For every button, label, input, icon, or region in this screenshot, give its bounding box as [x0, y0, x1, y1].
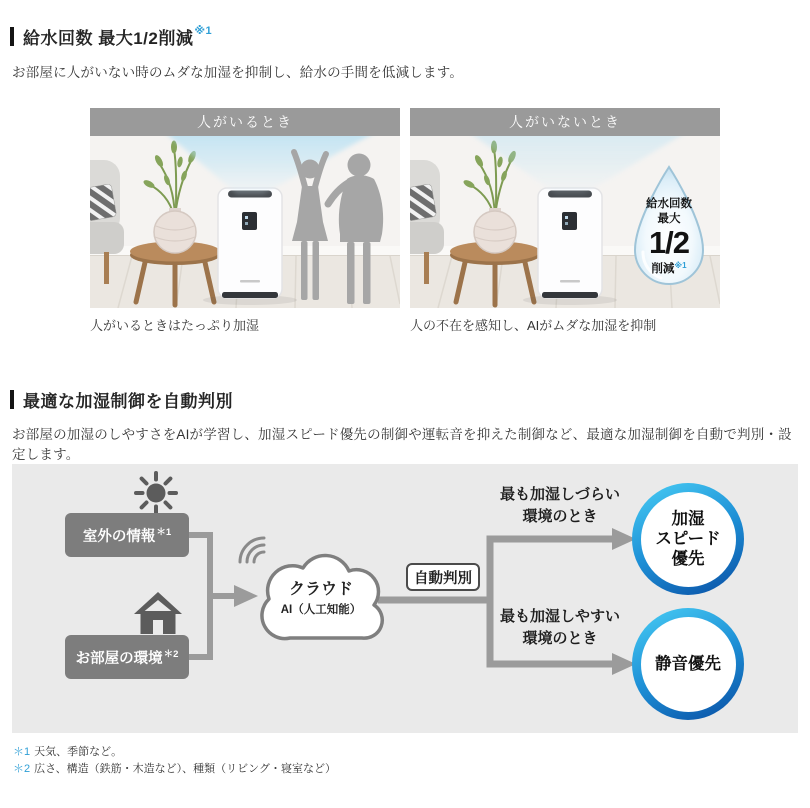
input-box-outdoor-info: 室外の情報 ＊1: [65, 513, 189, 557]
heading-text: 最適な加湿制御を自動判別: [23, 392, 233, 411]
branch-bottom-condition: 最も加湿しやすい 環境のとき: [499, 608, 620, 647]
input1-footnote-marker: ＊1: [156, 527, 172, 538]
result-circle-quiet-priority: 静音優先: [632, 608, 744, 720]
figure-header: 人がいないとき: [410, 108, 720, 136]
room-scene-empty: [410, 136, 720, 308]
room-scene-illustration: [90, 136, 400, 308]
room-scene-with-people: [90, 136, 400, 308]
figure-caption: 人の不在を感知し、AIがムダな加湿を抑制: [410, 318, 657, 333]
heading-text: 給水回数 最大1/2削減: [23, 29, 194, 48]
result-circle-humidify-speed: 加湿 スピード 優先: [632, 483, 744, 595]
section-description: お部屋の加湿のしやすさをAIが学習し、加湿スピード優先の制御や運転音を抑えた制御など、最適な加湿制御を自動で判別・設定します。: [12, 427, 792, 462]
house-icon: [132, 590, 184, 636]
footnotes: [13, 744, 336, 778]
drop-footnote-marker: ※1: [674, 261, 687, 270]
section-description: お部屋に人がいない時のムダな加湿を抑制し、給水の手間を低減します。: [12, 65, 464, 80]
heading-footnote-marker: ※1: [194, 25, 213, 37]
figure-person-present: [90, 108, 400, 334]
branch-top-condition: 最も加湿しづらい 環境のとき: [499, 486, 620, 525]
wifi-icon: [240, 538, 264, 562]
cloud-ai-label: クラウド AI（人工知能）: [280, 581, 362, 616]
section-heading-water-refill: [10, 24, 212, 49]
footnote-2: ＊2 広さ、構造（鉄筋・木造など）、種類（リビング・寝室など）: [13, 763, 336, 775]
auto-judgement-label: 自動判別: [406, 563, 480, 591]
sun-icon: [129, 469, 181, 515]
figure-person-absent: [410, 108, 720, 334]
input-box-room-environment: お部屋の環境 ＊2: [65, 635, 189, 679]
heading-accent-bar: [10, 390, 14, 409]
figure-caption: 人がいるときはたっぷり加湿: [90, 318, 260, 333]
input2-footnote-marker: ＊2: [163, 649, 179, 660]
water-drop-badge: [622, 162, 716, 292]
drop-badge-text: 給水回数 最大 1/2 削減$^{※1}$: [622, 198, 716, 276]
drop-badge-value: 1/2: [648, 225, 690, 260]
ai-control-diagram: [12, 464, 798, 733]
heading-accent-bar: [10, 27, 14, 46]
footnote-1: ＊1 天気、季節など。: [13, 746, 123, 758]
figure-header: 人がいるとき: [90, 108, 400, 136]
section-heading-auto-control: [10, 387, 233, 412]
